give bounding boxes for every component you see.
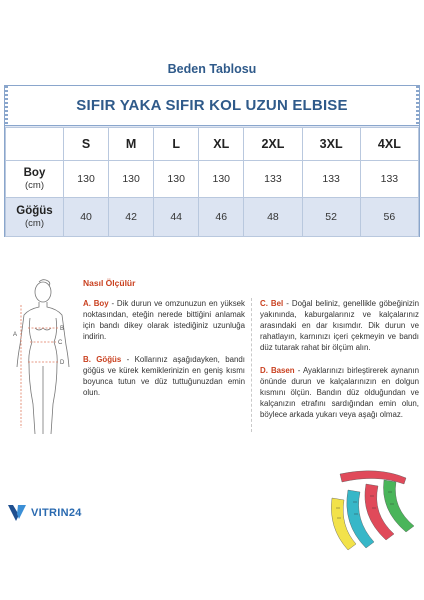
- body-measurement-figure: [8, 278, 78, 438]
- instruction-label: D. Basen: [260, 366, 295, 375]
- value-cell: 46: [199, 198, 244, 237]
- instruction-a: [83, 298, 245, 342]
- size-header: L: [154, 128, 199, 161]
- row-label-boy: [6, 161, 64, 198]
- size-header: 4XL: [360, 128, 418, 161]
- value-cell: 130: [199, 161, 244, 198]
- instruction-text: - Ayaklarınızı birleştirerek aynanın önünde durun ve kalçalarınızın en dolgun kısmını ölçün. Bandın düz olduğundan ve kalçanızın etrafını sardığından emin olun, böylece arkada yukarı veya aşağı olmaz.: [260, 366, 419, 419]
- value-cell: 130: [154, 161, 199, 198]
- row-label-gogus: [6, 198, 64, 237]
- row-label-text: Göğüs: [16, 204, 53, 217]
- body-outline-illustration: [8, 278, 78, 438]
- instruction-text: - Kollarınız aşağıdayken, bandı göğüs ve kürek kemiklerinizin en geniş kısmı boyunca tutun ve düz tuttuğunuzdan emin olun.: [83, 355, 245, 397]
- value-cell: 56: [360, 198, 418, 237]
- value-cell: 130: [64, 161, 109, 198]
- value-cell: 130: [109, 161, 154, 198]
- value-cell: 133: [360, 161, 418, 198]
- size-header: S: [64, 128, 109, 161]
- size-header-row: [6, 128, 419, 161]
- logo-text: VITRIN24: [31, 507, 82, 519]
- size-chart-table: [4, 85, 420, 237]
- value-cell: 48: [244, 198, 302, 237]
- instruction-text: - Doğal beliniz, genellikle göbeğinizin yakınında, kaburgalarınız ve kalçalarınız arasındaki en dar kısımdır. Dik durun ve rahatlayın, karnınızı içeri çekmeyin ve bandı düz tutarak rahat bir ölçüm alın.: [260, 299, 419, 352]
- corner-cell: [6, 128, 64, 161]
- how-to-measure-section: [83, 278, 419, 432]
- brand-logo: [6, 502, 82, 524]
- instruction-d: [260, 365, 419, 420]
- table-row: [6, 198, 419, 237]
- row-unit-text: (cm): [25, 179, 44, 191]
- instruction-label: B. Göğüs: [83, 355, 122, 364]
- value-cell: 42: [109, 198, 154, 237]
- page-title: Beden Tablosu: [167, 62, 257, 76]
- size-header: M: [109, 128, 154, 161]
- product-title: SIFIR YAKA SIFIR KOL UZUN ELBISE: [5, 86, 419, 126]
- table-row: [6, 161, 419, 198]
- value-cell: 40: [64, 198, 109, 237]
- instruction-label: A. Boy: [83, 299, 109, 308]
- size-header: 2XL: [244, 128, 302, 161]
- measuring-tape-icon: [326, 468, 420, 556]
- section-title: Nasıl Ölçülür: [83, 278, 136, 288]
- size-header: 3XL: [302, 128, 360, 161]
- size-grid: [5, 127, 419, 237]
- instruction-text: - Dik durun ve omzunuzun en yüksek noktasından, eteğin nerede bittiğini anlamak için bandı dikey olarak istediğiniz uzunluğa indirin.: [83, 299, 246, 341]
- instruction-label: C. Bel: [260, 299, 284, 308]
- row-label-text: Boy: [23, 166, 46, 179]
- logo-mark-icon: [6, 502, 28, 524]
- value-cell: 44: [154, 198, 199, 237]
- value-cell: 133: [244, 161, 302, 198]
- marker-label: A: [13, 332, 18, 338]
- marker-label: B: [60, 326, 65, 332]
- instructions-left-column: [83, 298, 251, 432]
- instruction-c: [260, 298, 419, 353]
- value-cell: 52: [302, 198, 360, 237]
- row-unit-text: (cm): [25, 217, 44, 229]
- value-cell: 133: [302, 161, 360, 198]
- instructions-right-column: [251, 298, 419, 432]
- marker-label: C: [58, 340, 63, 346]
- marker-label: D: [60, 360, 65, 366]
- instruction-b: [83, 354, 245, 398]
- size-header: XL: [199, 128, 244, 161]
